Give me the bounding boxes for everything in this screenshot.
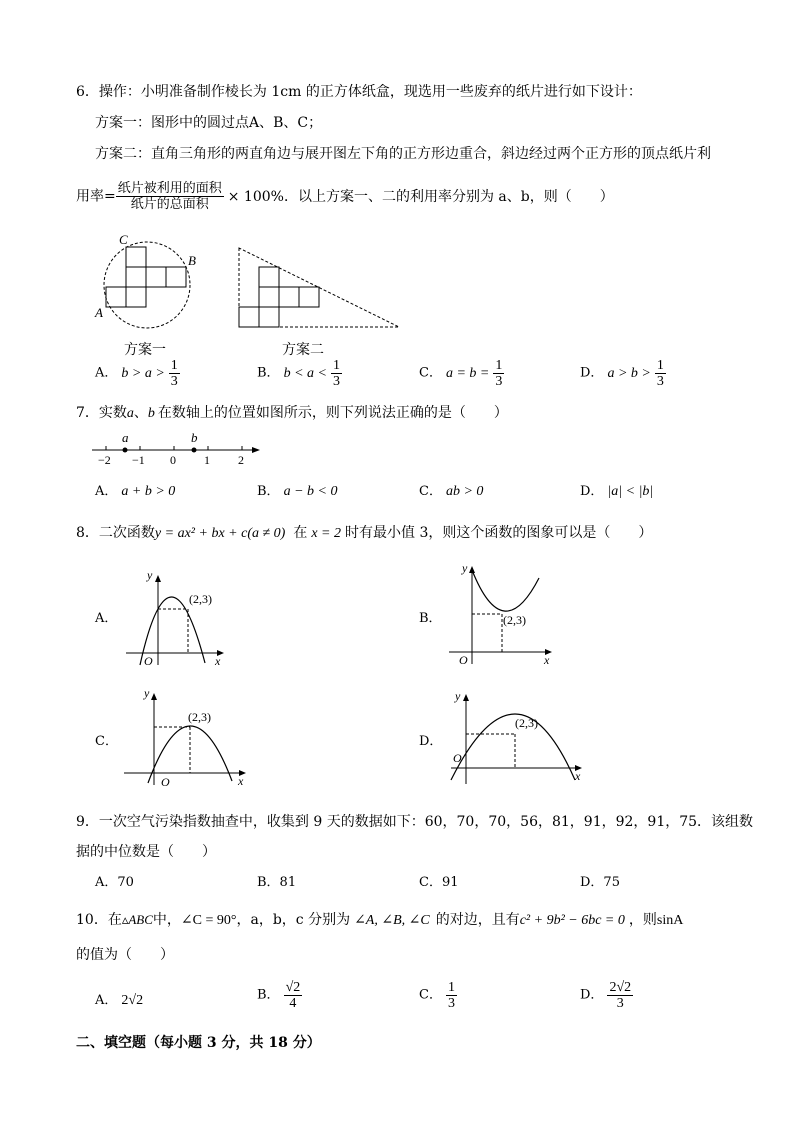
q6-option-b-frac [331,358,342,389]
q6-option-a-frac [169,358,180,389]
q7-stem-part1: 7．实数 [76,405,127,421]
q6-option-d-frac-d: 3 [656,374,664,389]
q8-stem-part1: 8．二次函数 [76,525,155,541]
q10-option-c-frac-d: 3 [447,996,455,1011]
q8-option-c[interactable] [95,733,118,751]
q7-option-d-letter: D． [580,484,604,499]
q7-option-b[interactable] [257,483,337,501]
q6-option-c-letter: C． [419,365,442,381]
q8-graph-a-origin: O [144,654,153,668]
q6-figure-plan1 [88,230,218,340]
q8-graph-d-origin: O [453,751,462,765]
q8-graph-b-origin: O [459,653,468,667]
q10-stem-line2: 的值为（ ） [76,947,174,963]
q10-option-d-frac-n: 2√2 [609,980,632,995]
q10-stem-part5: ，则 [628,912,657,928]
q6-plan1: 方案一：图形中的圆过点A、B、C； [95,115,323,131]
q7-tick-label: −1 [132,453,145,467]
q8-graph-c-x: x [238,774,244,788]
q6-option-d-frac [655,358,666,389]
q8-option-a[interactable] [95,610,117,628]
q6-option-b[interactable] [257,358,342,389]
q6-rate-fraction [116,181,224,212]
q6-point-a: A [95,305,103,320]
q7-point-a-label: a [122,430,129,445]
q7-option-d[interactable] [580,483,653,501]
q10-stem-sin: sinA [656,913,684,928]
q9-option-d[interactable]: D．75 [580,875,620,890]
q8-option-d[interactable] [419,733,442,751]
q8-option-b-letter: B． [419,611,442,626]
q10-option-d-frac [607,980,633,1011]
q10-option-d-letter: D． [580,987,604,1003]
q10-option-a[interactable] [95,992,143,1010]
q10-stem-equation: c² + 9b² − 6bc = 0 [519,913,625,928]
q6-figure-plan2 [236,245,406,335]
q7-point-b-label: b [191,430,198,445]
q10-stem-part2: 中， [152,912,181,928]
q10-option-b-frac-d: 4 [289,996,297,1011]
q6-rate-line [76,181,614,212]
q6-option-c-frac [493,358,504,389]
q8-option-c-letter: C． [95,734,118,749]
q8-stem-part3: 时有最小值 3，则这个函数的图象可以是（ ） [345,525,653,541]
q10-option-a-letter: A． [95,993,118,1008]
q8-graph-d[interactable] [445,688,590,788]
q10-stem-line1 [76,911,683,930]
q10-stem-angle: ∠C = 90° [180,913,237,928]
q8-graph-a-point: (2,3) [189,592,212,606]
q10-stem-part3: ，a，b，c 分别为 [236,912,351,928]
q10-option-a-math: 2√2 [121,993,144,1008]
q10-option-d-frac-d: 3 [616,996,624,1011]
q8-stem-part2: 在 [293,525,308,541]
q10-option-d[interactable] [580,980,633,1011]
q9-stem-line2: 据的中位数是（ ） [76,844,216,860]
q8-option-a-letter: A． [95,611,118,626]
q8-graph-d-point: (2,3) [515,716,538,730]
q6-option-a-letter: A． [95,365,118,381]
q6-option-a-math: b > a > [121,365,165,381]
q6-option-a[interactable] [95,358,180,389]
q6-plan2: 方案二：直角三角形的两直角边与展开图左下角的正方形边重合，斜边经过两个正方形的顶点纸片利 [95,146,711,162]
q7-option-a-letter: A． [95,484,118,499]
q6-fig1-label: 方案一 [124,342,166,358]
q7-option-b-letter: B． [257,484,280,499]
q10-option-c-frac [446,980,457,1011]
q6-rate-denominator: 纸片的总面积 [130,197,209,212]
q6-option-a-frac-n: 1 [170,358,178,373]
q6-option-a-frac-d: 3 [170,374,178,389]
q8-option-b[interactable] [419,610,442,628]
q6-fig2-label: 方案二 [282,342,324,358]
q7-option-c-math: ab > 0 [445,484,484,499]
q7-tick-label: −2 [98,453,111,467]
q10-stem-angles: ∠A, ∠B, ∠C [354,913,430,928]
section-2-title: 二、填空题（每小题 3 分，共 18 分） [76,1035,321,1051]
q8-stem-function: y = ax² + bx + c(a ≠ 0) [154,526,286,541]
q7-tick-label: 2 [238,453,244,467]
q7-option-d-math: |a| < |b| [607,484,654,499]
q7-option-c[interactable] [419,483,483,501]
q6-point-b: B [188,253,196,268]
q9-option-b[interactable]: B．81 [257,875,297,890]
q10-option-c-letter: C． [419,987,442,1003]
q6-option-b-frac-n: 1 [332,358,340,373]
q10-option-b-frac [284,980,303,1011]
q8-graph-b-x: x [544,653,550,667]
q6-option-b-letter: B． [257,365,280,381]
q7-option-a-math: a + b > 0 [121,484,176,499]
q8-graph-c-y: y [144,686,150,700]
q8-graph-b-point: (2,3) [503,613,526,627]
q7-option-b-math: a − b < 0 [283,484,338,499]
q10-option-b-letter: B． [257,987,280,1003]
q9-option-c[interactable]: C．91 [419,875,459,890]
q8-graph-a-y: y [147,568,153,582]
q8-graph-a-x: x [215,654,221,668]
q8-graph-b[interactable] [445,560,560,670]
q6-option-c-frac-n: 1 [495,358,503,373]
q6-rate-prefix: 用率= [76,188,116,205]
q6-point-c: C [119,232,128,247]
q6-rate-numerator: 纸片被利用的面积 [117,181,222,196]
q8-graph-c-point: (2,3) [188,710,211,724]
q10-option-b-frac-n: √2 [285,980,301,995]
q8-graph-a[interactable] [120,565,230,670]
q6-option-b-math: b < a < [283,365,327,381]
q10-option-c[interactable] [419,980,457,1011]
q9-option-a[interactable]: A．70 [95,875,134,890]
q9-stem-line1: 9．一次空气污染指数抽查中，收集到 9 天的数据如下：60，70，70，56，81，91，92，91，75．该组数 [76,814,754,830]
q6-option-c-frac-d: 3 [495,374,503,389]
q7-option-c-letter: C． [419,484,442,499]
q7-stem-b: b [147,406,155,421]
q8-graph-d-x: x [575,769,581,783]
q7-stem [76,404,508,423]
q8-graph-d-y: y [455,689,461,703]
q7-stem-a: a [126,406,134,421]
q8-graph-b-y: y [462,561,468,575]
q6-option-d-frac-n: 1 [656,358,664,373]
q8-stem [76,524,652,543]
q6-rate-suffix: × 100%．以上方案一、二的利用率分别为 a、b，则（ ） [227,188,614,205]
q8-graph-c-origin: O [161,775,170,789]
q7-tick-label: 1 [204,453,210,467]
q7-stem-part3: 在数轴上的位置如图所示，则下列说法正确的是（ ） [157,405,508,421]
q8-stem-x: x = 2 [311,526,341,541]
q10-stem-triangle: ▵ABC [121,912,153,927]
q6-stem: 6．操作：小明准备制作棱长为 1cm 的正方体纸盒，现选用一些废弃的纸片进行如下设计： [76,84,642,100]
q6-option-b-frac-d: 3 [332,374,340,389]
q6-option-d-letter: D． [580,365,604,381]
q8-graph-c[interactable] [118,685,253,790]
q7-option-a[interactable] [95,483,175,501]
q8-option-d-letter: D． [419,734,443,749]
q6-option-c[interactable] [419,358,504,389]
q6-option-d[interactable] [580,358,666,389]
q10-option-c-frac-n: 1 [447,980,455,995]
q7-number-line [90,430,270,470]
q10-stem-part1: 10．在 [76,912,122,928]
q6-option-d-math: a > b > [607,365,651,381]
q10-option-b[interactable] [257,980,302,1011]
q10-stem-part4: 的对边，且有 [435,912,520,928]
q6-option-c-math: a = b = [445,365,490,381]
q7-tick-label: 0 [170,453,176,467]
q7-stem-part2: 、 [133,405,148,421]
